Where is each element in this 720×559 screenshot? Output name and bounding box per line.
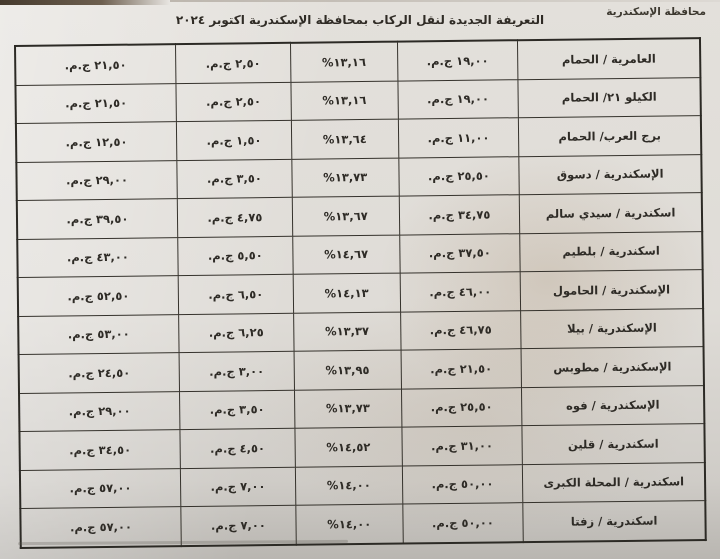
route-cell: الإسكندرية / الحامول bbox=[520, 270, 703, 311]
percent-cell: ١٣,١٦% bbox=[290, 42, 397, 82]
increase-cell: ٦,٥٠ ج.م. bbox=[178, 274, 293, 314]
old_fare-cell: ٢٥,٥٠ ج.م. bbox=[401, 387, 522, 427]
new_fare-cell: ١٢,٥٠ ج.م. bbox=[16, 122, 177, 162]
percent-cell: ١٤,١٣% bbox=[293, 273, 400, 313]
percent-cell: ١٣,٩٥% bbox=[294, 350, 401, 390]
new_fare-cell: ٣٤,٥٠ ج.م. bbox=[19, 430, 180, 470]
increase-cell: ٦,٢٥ ج.م. bbox=[179, 313, 294, 353]
increase-cell: ٤,٧٥ ج.م. bbox=[177, 197, 292, 237]
route-cell: اسكندرية / المحلة الكبرى bbox=[523, 462, 706, 503]
percent-cell: ١٣,٣٧% bbox=[294, 312, 401, 352]
tariff-table-body bbox=[15, 38, 706, 547]
percent-cell: ١٣,٦٧% bbox=[292, 196, 399, 236]
percent-cell: ١٤,٥٢% bbox=[295, 427, 402, 467]
photo-edge-strip-faint bbox=[170, 0, 720, 2]
route-cell: اسكندرية / بلطيم bbox=[520, 231, 703, 272]
increase-cell: ٧,٠٠ ج.م. bbox=[181, 505, 296, 545]
increase-cell: ٧,٠٠ ج.م. bbox=[180, 467, 295, 507]
governorate-label: محافظة الإسكندرية bbox=[606, 6, 706, 18]
old_fare-cell: ١٩,٠٠ ج.م. bbox=[397, 79, 518, 119]
new_fare-cell: ٥٧,٠٠ ج.م. bbox=[20, 468, 181, 508]
old_fare-cell: ٢١,٥٠ ج.م. bbox=[401, 349, 522, 389]
increase-cell: ٣,٠٠ ج.م. bbox=[179, 351, 294, 391]
route-cell: اسكندرية / سيدي سالم bbox=[520, 193, 703, 234]
increase-cell: ٢,٥٠ ج.م. bbox=[175, 43, 290, 83]
route-cell: العامرية / الحمام bbox=[518, 38, 701, 79]
new_fare-cell: ٢١,٥٠ ج.م. bbox=[15, 44, 176, 85]
percent-cell: ١٤,٦٧% bbox=[293, 235, 400, 275]
route-cell: الإسكندرية / فوه bbox=[522, 385, 705, 426]
new_fare-cell: ٢١,٥٠ ج.م. bbox=[15, 83, 176, 123]
photo-edge-strip bbox=[0, 0, 170, 5]
increase-cell: ٢,٥٠ ج.م. bbox=[176, 82, 291, 122]
new_fare-cell: ٥٣,٠٠ ج.م. bbox=[18, 314, 179, 354]
route-cell: الكيلو ٢١/ الحمام bbox=[518, 77, 701, 118]
old_fare-cell: ١٩,٠٠ ج.م. bbox=[397, 40, 518, 80]
old_fare-cell: ٣٧,٥٠ ج.م. bbox=[399, 233, 520, 273]
increase-cell: ٥,٥٠ ج.م. bbox=[178, 236, 293, 276]
route-cell: برج العرب/ الحمام bbox=[519, 116, 702, 157]
route-cell: الإسكندرية / بيلا bbox=[521, 308, 704, 349]
old_fare-cell: ٥٠,٠٠ ج.م. bbox=[402, 464, 523, 504]
increase-cell: ١,٥٠ ج.م. bbox=[176, 120, 291, 160]
percent-cell: ١٣,٧٣% bbox=[292, 158, 399, 198]
old_fare-cell: ١١,٠٠ ج.م. bbox=[398, 118, 519, 158]
percent-cell: ١٣,٧٣% bbox=[294, 389, 401, 429]
route-cell: اسكندرية / قلين bbox=[522, 424, 705, 465]
route-cell: الإسكندرية / مطوبس bbox=[521, 347, 704, 388]
percent-cell: ١٤,٠٠% bbox=[296, 504, 403, 544]
new_fare-cell: ٤٣,٠٠ ج.م. bbox=[17, 237, 178, 277]
route-cell: اسكندرية / زفتا bbox=[523, 501, 706, 542]
tariff-table bbox=[14, 37, 707, 548]
increase-cell: ٤,٥٠ ج.م. bbox=[180, 428, 295, 468]
old_fare-cell: ٣١,٠٠ ج.م. bbox=[401, 426, 522, 466]
new_fare-cell: ٢٤,٥٠ ج.م. bbox=[19, 353, 180, 393]
old_fare-cell: ٣٤,٧٥ ج.م. bbox=[399, 195, 520, 235]
old_fare-cell: ٢٥,٥٠ ج.م. bbox=[398, 156, 519, 196]
old_fare-cell: ٤٦,٧٥ ج.م. bbox=[400, 310, 521, 350]
new_fare-cell: ٥٢,٥٠ ج.م. bbox=[18, 276, 179, 316]
increase-cell: ٣,٥٠ ج.م. bbox=[177, 159, 292, 199]
old_fare-cell: ٤٦,٠٠ ج.م. bbox=[400, 272, 521, 312]
new_fare-cell: ٥٧,٠٠ ج.م. bbox=[20, 507, 181, 548]
new_fare-cell: ٣٩,٥٠ ج.م. bbox=[17, 199, 178, 239]
page-title: التعريفة الجديدة لنقل الركاب بمحافظة الإسكندرية اكتوبر ٢٠٢٤ bbox=[175, 13, 545, 27]
increase-cell: ٣,٥٠ ج.م. bbox=[179, 390, 294, 430]
route-cell: الإسكندرية / دسوق bbox=[519, 154, 702, 195]
new_fare-cell: ٢٩,٠٠ ج.م. bbox=[16, 160, 177, 200]
percent-cell: ١٣,٦٤% bbox=[291, 119, 398, 159]
old_fare-cell: ٥٠,٠٠ ج.م. bbox=[402, 503, 523, 543]
new_fare-cell: ٢٩,٠٠ ج.م. bbox=[19, 391, 180, 431]
percent-cell: ١٣,١٦% bbox=[291, 81, 398, 121]
percent-cell: ١٤,٠٠% bbox=[295, 466, 402, 506]
